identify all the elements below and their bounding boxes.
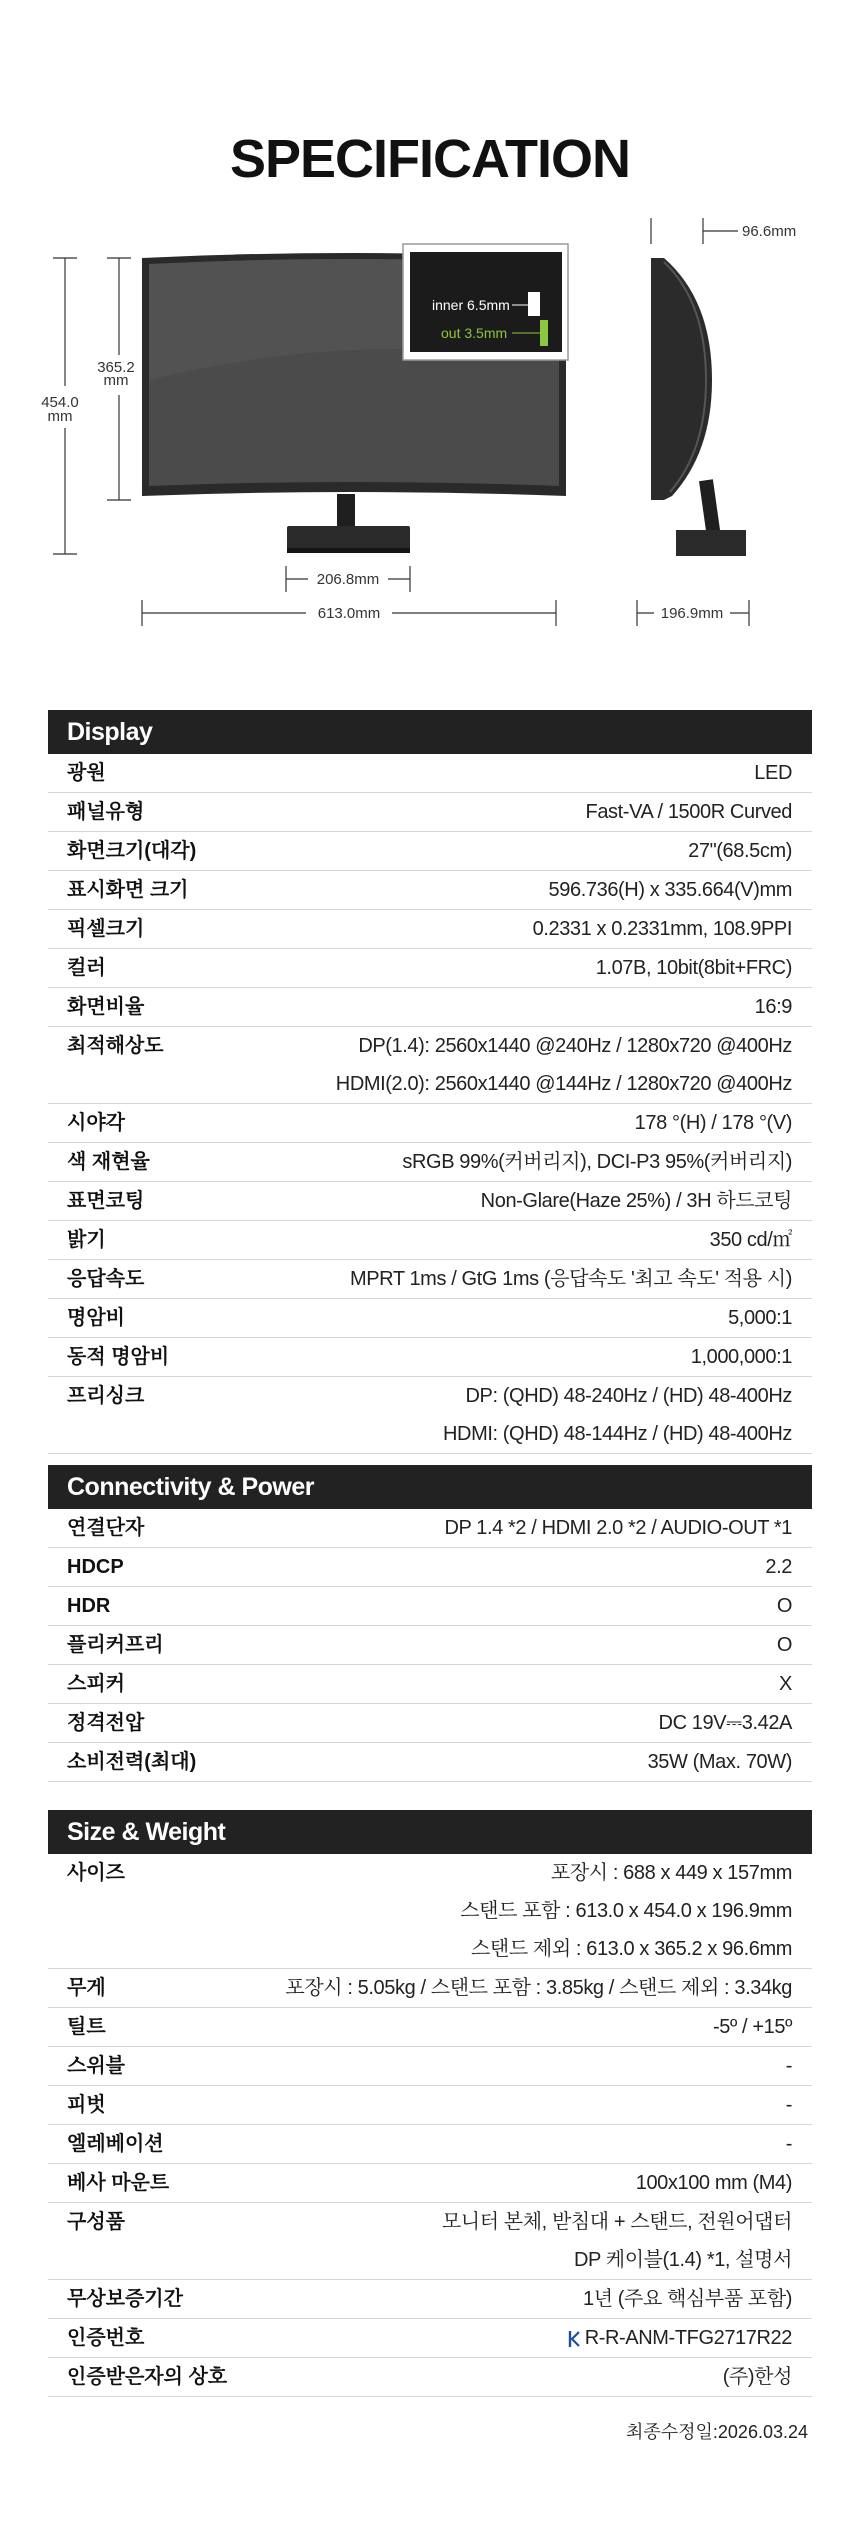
spec-label: 연결단자: [67, 1517, 145, 1539]
spec-values: [268, 2358, 812, 2396]
spec-row: [48, 871, 812, 910]
spec-value: HDMI: (QHD) 48-144Hz / (HD) 48-400Hz: [442, 1423, 792, 1445]
spec-label: 컬러: [67, 957, 106, 979]
spec-label: 플리커프리: [67, 1634, 164, 1656]
spec-value: 100x100 mm (M4): [635, 2172, 792, 2194]
spec-label: 최적해상도: [67, 1035, 164, 1057]
spec-value: 포장시 : 5.05kg / 스탠드 포함 : 3.85kg / 스탠드 제외 : 3.34kg: [285, 1977, 792, 1999]
spec-value: O: [776, 1595, 792, 1617]
spec-values: [268, 2125, 812, 2163]
spec-values: [268, 2047, 812, 2085]
section-header: Connectivity & Power: [48, 1465, 812, 1509]
spec-row: [48, 2086, 812, 2125]
spec-label: 화면비율: [67, 996, 145, 1018]
spec-label: 명암비: [67, 1307, 125, 1329]
spec-value: DP(1.4): 2560x1440 @240Hz / 1280x720 @400Hz: [358, 1035, 792, 1057]
depth-label: 96.6mm: [742, 223, 797, 240]
spec-label: 화면크기(대각): [67, 840, 197, 862]
spec-values: [268, 949, 812, 987]
side-view-stand: [676, 530, 746, 556]
spec-value: [268, 2319, 792, 2357]
total-width-label: 613.0mm: [317, 605, 381, 622]
spec-values: [268, 1704, 812, 1742]
spec-value: 1년 (주요 핵심부품 포함): [583, 2288, 792, 2310]
spec-value: Non-Glare(Haze 25%) / 3H 하드코팅: [480, 1190, 792, 1212]
spec-value: (주)한성: [722, 2366, 792, 2388]
height-total-label: 454.0 mm: [41, 394, 79, 425]
spec-values: [268, 1260, 812, 1298]
spec-row: [48, 1969, 812, 2008]
spec-value: 2.2: [765, 1556, 792, 1578]
spec-value: 모니터 본체, 받침대 + 스탠드, 전원어댑터: [441, 2211, 792, 2233]
spec-value: 스탠드 제외 : 613.0 x 365.2 x 96.6mm: [471, 1938, 792, 1960]
spec-value: 포장시 : 688 x 449 x 157mm: [550, 1862, 792, 1884]
spec-values: [268, 1182, 812, 1220]
spec-label: 밝기: [67, 1229, 106, 1251]
spec-row: [48, 2319, 812, 2358]
spec-value: -: [785, 2133, 792, 2155]
spec-row: [48, 1182, 812, 1221]
spec-row: [48, 1587, 812, 1626]
spec-values: [268, 988, 812, 1026]
spec-value: 1,000,000:1: [690, 1346, 792, 1368]
spec-value: -: [785, 2094, 792, 2116]
spec-values: [268, 2164, 812, 2202]
spec-label: 광원: [67, 762, 106, 784]
spec-values: [268, 793, 812, 831]
spec-values: [268, 1854, 812, 1968]
spec-value: -5º / +15º: [713, 2016, 792, 2038]
spec-row: [48, 1104, 812, 1143]
dimension-diagram: [0, 200, 860, 640]
inner-bezel-label: inner 6.5mm: [432, 297, 510, 313]
spec-label: 스위블: [67, 2055, 125, 2077]
spec-section-2: [48, 1810, 812, 2397]
spec-row: [48, 1143, 812, 1182]
spec-row: [48, 949, 812, 988]
spec-values: [268, 832, 812, 870]
spec-value: Fast-VA / 1500R Curved: [585, 801, 792, 823]
spec-values: [268, 910, 812, 948]
spec-row: [48, 1854, 812, 1969]
spec-value: DP: (QHD) 48-240Hz / (HD) 48-400Hz: [465, 1385, 792, 1407]
spec-row: [48, 1221, 812, 1260]
spec-row: [48, 1509, 812, 1548]
last-updated-date: 최종수정일:2026.03.24: [625, 2422, 808, 2442]
spec-value: O: [776, 1634, 792, 1656]
spec-row: [48, 1548, 812, 1587]
spec-row: [48, 1338, 812, 1377]
spec-label: 패널유형: [67, 801, 145, 823]
spec-values: [268, 1548, 812, 1586]
spec-row: [48, 2008, 812, 2047]
spec-row: [48, 832, 812, 871]
spec-row: [48, 1299, 812, 1338]
spec-label: 인증번호: [67, 2327, 145, 2349]
spec-value: 5,000:1: [728, 1307, 792, 1329]
spec-value: HDMI(2.0): 2560x1440 @144Hz / 1280x720 @400Hz: [335, 1073, 792, 1095]
spec-value: 27"(68.5cm): [688, 840, 792, 862]
spec-values: [268, 754, 812, 792]
spec-values: [268, 871, 812, 909]
spec-label: 색 재현율: [67, 1151, 150, 1173]
spec-row: [48, 2164, 812, 2203]
stand-base-width-label: 206.8mm: [316, 571, 380, 588]
spec-values: [268, 1299, 812, 1337]
spec-label: 정격전압: [67, 1712, 145, 1734]
spec-values: [268, 1743, 812, 1781]
spec-label: 틸트: [67, 2016, 106, 2038]
spec-value: 16:9: [754, 996, 792, 1018]
spec-row: [48, 754, 812, 793]
spec-label: 무게: [67, 1977, 106, 1999]
kc-certification-icon: [567, 2329, 581, 2349]
side-view-monitor: [651, 258, 712, 500]
spec-row: [48, 1377, 812, 1454]
page-title: SPECIFICATION: [229, 129, 630, 189]
spec-value: 0.2331 x 0.2331mm, 108.9PPI: [532, 918, 792, 940]
section-header: Display: [48, 710, 812, 754]
spec-values: [268, 1027, 812, 1103]
spec-value: LED: [754, 762, 792, 784]
spec-label: 픽셀크기: [67, 918, 145, 940]
spec-label: 동적 명암비: [67, 1346, 170, 1368]
stand-depth-label: 196.9mm: [660, 605, 724, 622]
spec-value: 178 °(H) / 178 °(V): [634, 1112, 792, 1134]
outer-bezel-label: out 3.5mm: [441, 325, 508, 341]
spec-values: [268, 1587, 812, 1625]
spec-values: [268, 2008, 812, 2046]
spec-row: [48, 1260, 812, 1299]
spec-value: MPRT 1ms / GtG 1ms (응답속도 '최고 속도' 적용 시): [349, 1268, 792, 1290]
spec-row: [48, 2047, 812, 2086]
spec-label: 시야각: [67, 1112, 125, 1134]
spec-label: 피벗: [67, 2094, 106, 2116]
spec-label: 표시화면 크기: [67, 879, 189, 901]
spec-label: 사이즈: [67, 1862, 125, 1884]
spec-label: 프리싱크: [67, 1385, 145, 1407]
section-header: Size & Weight: [48, 1810, 812, 1854]
spec-label: 스피커: [67, 1673, 125, 1695]
spec-value: 1.07B, 10bit(8bit+FRC): [595, 957, 792, 979]
spec-value: DC 19V⎓3.42A: [658, 1712, 792, 1734]
spec-values: [268, 1338, 812, 1376]
spec-values: [268, 2086, 812, 2124]
spec-row: [48, 988, 812, 1027]
spec-row: [48, 2358, 812, 2397]
spec-label: 응답속도: [67, 1268, 145, 1290]
spec-value: X: [779, 1673, 792, 1695]
spec-values: [268, 1221, 812, 1259]
spec-section-1: [48, 1465, 812, 1782]
spec-values: [268, 2203, 812, 2279]
spec-label: HDR: [67, 1595, 111, 1617]
spec-row: [48, 1704, 812, 1743]
spec-row: [48, 2280, 812, 2319]
spec-value: DP 케이블(1.4) *1, 설명서: [574, 2249, 792, 2271]
spec-value: -: [785, 2055, 792, 2077]
spec-values: [268, 1377, 812, 1453]
spec-label: 소비전력(최대): [67, 1751, 197, 1773]
spec-label: 엘레베이션: [67, 2133, 164, 2155]
spec-values: [268, 2280, 812, 2318]
height-panel-label: 365.2 mm: [97, 359, 135, 389]
spec-values: [268, 1626, 812, 1664]
spec-label: HDCP: [67, 1556, 124, 1578]
spec-values: [268, 1509, 812, 1547]
spec-values: [268, 1665, 812, 1703]
spec-values: [268, 1969, 812, 2007]
spec-label: 베사 마운트: [67, 2172, 170, 2194]
spec-row: [48, 2203, 812, 2280]
spec-section-0: [48, 710, 812, 1454]
spec-label: 표면코팅: [67, 1190, 145, 1212]
spec-value: sRGB 99%(커버리지), DCI-P3 95%(커버리지): [402, 1151, 792, 1173]
spec-row: [48, 1665, 812, 1704]
spec-label: 무상보증기간: [67, 2288, 183, 2310]
spec-row: [48, 1626, 812, 1665]
spec-value: 35W (Max. 70W): [647, 1751, 792, 1773]
spec-row: [48, 910, 812, 949]
spec-values: [268, 1104, 812, 1142]
spec-values: [268, 1143, 812, 1181]
spec-label: 구성품: [67, 2211, 125, 2233]
spec-value: 스탠드 포함 : 613.0 x 454.0 x 196.9mm: [460, 1900, 792, 1922]
spec-value: 596.736(H) x 335.664(V)mm: [548, 879, 792, 901]
spec-values: [268, 2319, 812, 2357]
spec-value: 350 cd/㎡: [709, 1229, 792, 1251]
spec-row: [48, 2125, 812, 2164]
spec-row: [48, 1027, 812, 1104]
spec-row: [48, 793, 812, 832]
spec-row: [48, 1743, 812, 1782]
spec-value: DP 1.4 *2 / HDMI 2.0 *2 / AUDIO-OUT *1: [444, 1517, 792, 1539]
spec-label: 인증받은자의 상호: [67, 2366, 228, 2388]
spec-value-text: R-R-ANM-TFG2717R22: [584, 2327, 792, 2349]
